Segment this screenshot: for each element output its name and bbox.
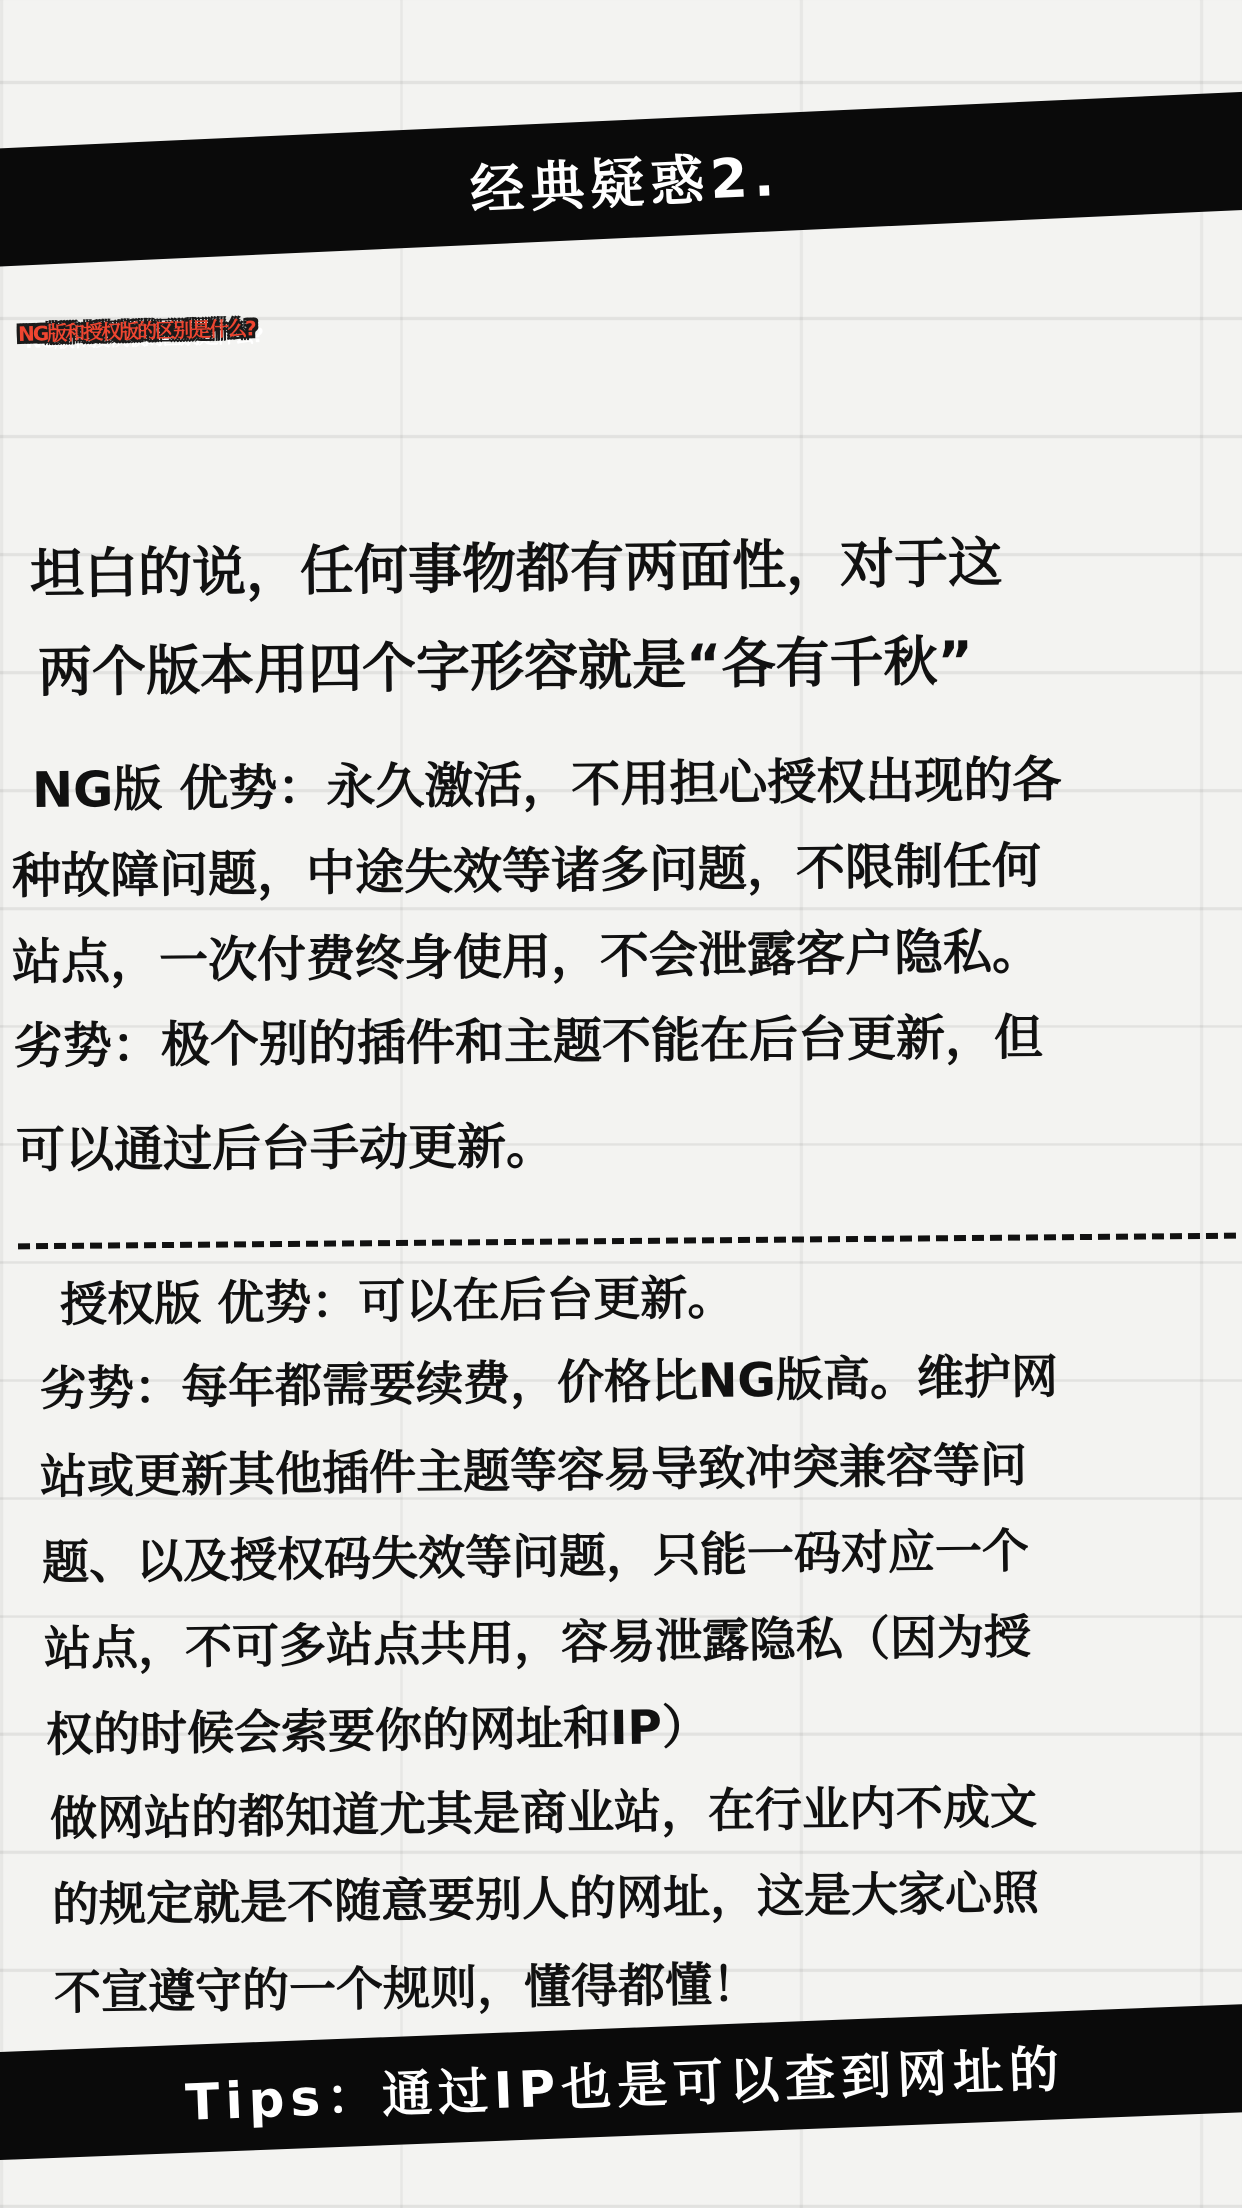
auth-line-8: 的规定就是不随意要别人的网址，这是大家心照 [51,1865,1040,1933]
bottom-banner [0,2003,1242,2161]
auth-line-2: 劣势：每年都需要续费，价格比NG版高。维护网 [39,1349,1059,1417]
auth-line-5: 站点，不可多站点共用，容易泄露隐私（因为授 [43,1609,1032,1677]
auth-line-3: 站或更新其他插件主题等容易导致冲突兼容等问 [39,1437,1028,1505]
ng-line-3: 站点，一次付费终身使用，不会泄露客户隐私。 [11,923,1042,991]
auth-line-9: 不宣遵守的一个规则，懂得都懂！ [53,1957,760,2021]
intro-line-1: 坦白的说，任何事物都有两面性，对于这 [29,531,1003,606]
auth-line-4: 题、以及授权码失效等问题，只能一码对应一个 [41,1523,1030,1591]
auth-line-1: 授权版 优势：可以在后台更新。 [59,1270,735,1333]
ng-line-1: NG版 优势：永久激活，不用担心授权出现的各 [31,751,1062,819]
auth-line-7: 做网站的都知道尤其是商业站，在行业内不成文 [49,1779,1038,1847]
ng-line-2: 种故障问题，中途失效等诸多问题，不限制任何 [11,837,1042,905]
headline: NG版和授权版的区别是什么? [17,316,256,346]
intro-line-2: 两个版本用四个字形容就是“各有千秋” [37,629,974,704]
bottom-banner-text: Tips：通过IP也是可以查到网址的 [184,2040,1066,2132]
dashed-divider [18,1233,1236,1250]
auth-line-6: 权的时候会索要你的网址和IP） [45,1699,710,1763]
ng-line-5: 可以通过后台手动更新。 [15,1118,556,1179]
ng-line-4: 劣势：极个别的插件和主题不能在后台更新，但 [13,1009,1044,1075]
top-banner [0,90,1242,268]
top-banner-text: 经典疑惑2. [468,144,782,222]
